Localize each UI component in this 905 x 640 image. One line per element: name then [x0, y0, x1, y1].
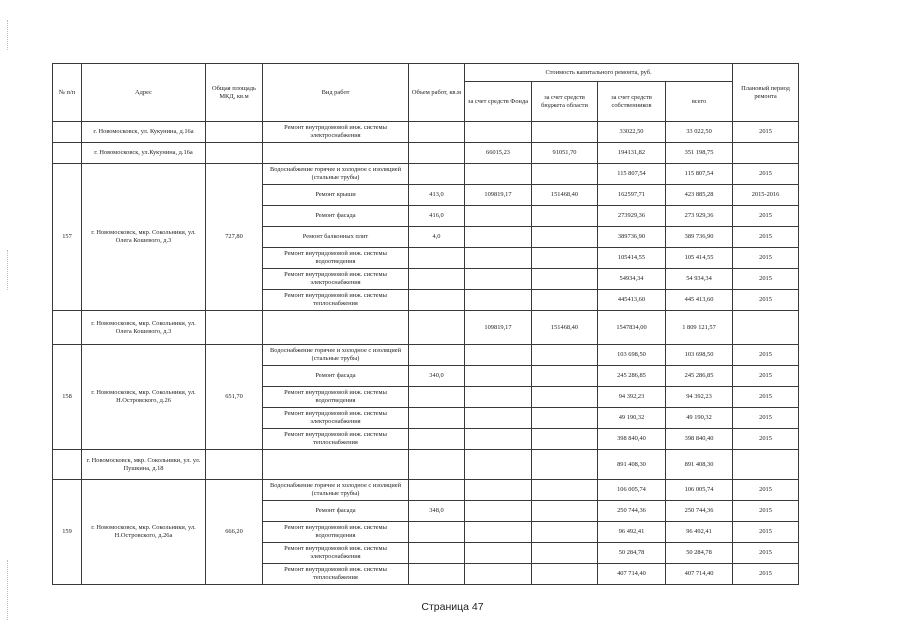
cell-work: Ремонт фасада	[263, 366, 409, 387]
cell-fund	[465, 227, 532, 248]
col-header-work: Вид работ	[263, 64, 409, 122]
cell-volume	[409, 311, 465, 345]
cell-total: 50 284,78	[666, 543, 733, 564]
cell-period: 2015	[733, 122, 799, 143]
cell-total: 94 392,23	[666, 387, 733, 408]
table-row	[53, 311, 799, 345]
col-header-total: всего	[666, 82, 733, 122]
cell-work: Ремонт фасада	[263, 206, 409, 227]
cell-total: 273 929,36	[666, 206, 733, 227]
cell-total: 389 736,90	[666, 227, 733, 248]
cell-fund	[465, 366, 532, 387]
cell-fund	[465, 564, 532, 585]
cell-own: 1547834,00	[598, 311, 666, 345]
cell-fund: 109819,17	[465, 311, 532, 345]
cell-own: 162597,71	[598, 185, 666, 206]
cell-volume	[409, 164, 465, 185]
table-row	[53, 450, 799, 480]
cell-region	[532, 227, 598, 248]
cell-region	[532, 480, 598, 501]
cell-volume	[409, 564, 465, 585]
cell-period: 2015	[733, 429, 799, 450]
cell-total: 54 934,34	[666, 269, 733, 290]
cell-area	[206, 143, 263, 164]
cell-period: 2015	[733, 206, 799, 227]
col-header-period: Плановый период ремонта	[733, 64, 799, 122]
cell-work	[263, 311, 409, 345]
cell-region	[532, 408, 598, 429]
cell-own: 250 744,36	[598, 501, 666, 522]
cell-fund	[465, 248, 532, 269]
cell-region	[532, 429, 598, 450]
cell-total: 103 698,50	[666, 345, 733, 366]
col-header-region: за счет средств бюджета области	[532, 82, 598, 122]
cell-total: 96 492,41	[666, 522, 733, 543]
cell-fund	[465, 480, 532, 501]
table-row	[53, 143, 799, 164]
margin-mark	[7, 250, 9, 290]
cell-fund	[465, 206, 532, 227]
cell-work: Ремонт внутридомовой инж. системы электроснабжения	[263, 269, 409, 290]
cell-fund	[465, 387, 532, 408]
cell-work: Ремонт внутридомовой инж. системы теплоснабжения	[263, 429, 409, 450]
cell-own: 245 286,85	[598, 366, 666, 387]
cell-period: 2015	[733, 480, 799, 501]
cell-own: 103 698,50	[598, 345, 666, 366]
col-header-area: Общая площадь МКД, кв.м	[206, 64, 263, 122]
cell-address: г. Новомосковск, ул. Кукунина, д.16а	[82, 122, 206, 143]
cell-work: Ремонт крыши	[263, 185, 409, 206]
cell-region	[532, 450, 598, 480]
cell-volume	[409, 248, 465, 269]
cell-volume	[409, 429, 465, 450]
cell-work	[263, 143, 409, 164]
cell-region	[532, 248, 598, 269]
cell-fund	[465, 345, 532, 366]
cell-fund	[465, 408, 532, 429]
cell-total: 250 744,36	[666, 501, 733, 522]
cell-total: 115 807,54	[666, 164, 733, 185]
cell-period	[733, 311, 799, 345]
cell-region	[532, 543, 598, 564]
cell-period: 2015	[733, 501, 799, 522]
cell-work: Ремонт внутридомовой инж. системы теплоснабжения	[263, 290, 409, 311]
cell-address: г. Новомосковск, мкр. Сокольники, ул. Олега Кошевого, д.3	[82, 164, 206, 311]
cell-num	[53, 143, 82, 164]
cell-period	[733, 450, 799, 480]
col-header-own: за счет средств собственников	[598, 82, 666, 122]
margin-mark	[7, 20, 9, 50]
cell-period: 2015	[733, 387, 799, 408]
cell-address: г. Новомосковск, ул.Кукунина, д.16а	[82, 143, 206, 164]
cell-volume	[409, 143, 465, 164]
cell-work: Ремонт внутридомовой инж. системы электроснабжения	[263, 122, 409, 143]
cell-total: 445 413,60	[666, 290, 733, 311]
cell-total: 106 005,74	[666, 480, 733, 501]
cell-region	[532, 345, 598, 366]
cell-fund	[465, 501, 532, 522]
cell-region	[532, 564, 598, 585]
table-row	[53, 164, 799, 185]
cell-volume	[409, 480, 465, 501]
cell-region	[532, 122, 598, 143]
cell-region	[532, 387, 598, 408]
cell-work: Ремонт внутридомовой инж. системы электроснабжения	[263, 408, 409, 429]
cell-own: 33022,50	[598, 122, 666, 143]
cell-volume: 413,0	[409, 185, 465, 206]
cell-period: 2015-2016	[733, 185, 799, 206]
cell-work: Ремонт внутридомовой инж. системы теплоснабжения	[263, 564, 409, 585]
cell-period: 2015	[733, 564, 799, 585]
cell-region	[532, 501, 598, 522]
cell-num	[53, 311, 82, 345]
cell-fund: 109819,17	[465, 185, 532, 206]
cell-volume: 348,0	[409, 501, 465, 522]
cell-total: 351 198,75	[666, 143, 733, 164]
cell-total: 49 190,32	[666, 408, 733, 429]
cell-total: 423 885,28	[666, 185, 733, 206]
cell-region	[532, 164, 598, 185]
cell-work: Ремонт балконных плит	[263, 227, 409, 248]
cell-total: 33 022,50	[666, 122, 733, 143]
cell-region: 91051,70	[532, 143, 598, 164]
cell-fund	[465, 269, 532, 290]
table-row	[53, 345, 799, 366]
cell-num: 159	[53, 480, 82, 585]
cell-volume: 4,0	[409, 227, 465, 248]
cell-own: 194131,82	[598, 143, 666, 164]
cell-volume	[409, 543, 465, 564]
cell-total: 891 408,30	[666, 450, 733, 480]
cell-own: 389736,90	[598, 227, 666, 248]
cell-volume	[409, 450, 465, 480]
cell-own: 115 807,54	[598, 164, 666, 185]
cell-address: г. Новомосковск, мкр. Сокольники, ул. ул. Пушкина, д.18	[82, 450, 206, 480]
cell-fund	[465, 122, 532, 143]
col-header-num: № п/п	[53, 64, 82, 122]
cell-own: 49 190,32	[598, 408, 666, 429]
cell-total: 398 840,40	[666, 429, 733, 450]
cell-num: 157	[53, 164, 82, 311]
cell-own: 96 492,41	[598, 522, 666, 543]
cell-volume: 340,0	[409, 366, 465, 387]
cell-area: 651,70	[206, 345, 263, 450]
cell-work: Водоснабжение горячее и холодное с изоляцией (стальные трубы)	[263, 164, 409, 185]
repair-table	[52, 63, 799, 585]
cell-total: 1 809 121,57	[666, 311, 733, 345]
cell-volume	[409, 345, 465, 366]
cell-region	[532, 522, 598, 543]
cell-region: 151468,40	[532, 311, 598, 345]
cell-period: 2015	[733, 290, 799, 311]
cell-fund	[465, 164, 532, 185]
cell-work: Водоснабжение горячее и холодное с изоляцией (стальные трубы)	[263, 480, 409, 501]
cell-area	[206, 311, 263, 345]
cell-volume	[409, 408, 465, 429]
cell-address: г. Новомосковск, мкр. Сокольники, ул. Н.Островского, д.26а	[82, 480, 206, 585]
cell-own: 445413,60	[598, 290, 666, 311]
cell-own: 54934,34	[598, 269, 666, 290]
cell-region	[532, 269, 598, 290]
cell-total: 245 286,85	[666, 366, 733, 387]
cell-work: Ремонт внутридомовой инж. системы водоотведения	[263, 248, 409, 269]
page-number: Страница 47	[421, 601, 484, 613]
cell-region	[532, 366, 598, 387]
table-row	[53, 480, 799, 501]
cell-address: г. Новомосковск, мкр. Сокольники, ул. Олега Кошевого, д.3	[82, 311, 206, 345]
cell-area	[206, 122, 263, 143]
cell-period: 2015	[733, 543, 799, 564]
table-row	[53, 122, 799, 143]
cell-area	[206, 450, 263, 480]
cell-total: 105 414,55	[666, 248, 733, 269]
cell-volume	[409, 387, 465, 408]
cell-own: 50 284,78	[598, 543, 666, 564]
cell-fund	[465, 290, 532, 311]
cell-fund	[465, 450, 532, 480]
cell-own: 105414,55	[598, 248, 666, 269]
cell-period: 2015	[733, 408, 799, 429]
cell-own: 94 392,23	[598, 387, 666, 408]
cell-period: 2015	[733, 227, 799, 248]
col-header-cost-group: Стоимость капитального ремонта, руб.	[465, 64, 733, 82]
cell-area: 727,80	[206, 164, 263, 311]
cell-work	[263, 450, 409, 480]
cell-period: 2015	[733, 366, 799, 387]
cell-volume	[409, 122, 465, 143]
cell-total: 407 714,40	[666, 564, 733, 585]
cell-work: Водоснабжение горячее и холодное с изоляцией (стальные трубы)	[263, 345, 409, 366]
cell-period: 2015	[733, 164, 799, 185]
cell-period	[733, 143, 799, 164]
col-header-fund: за счет средств Фонда	[465, 82, 532, 122]
cell-fund	[465, 543, 532, 564]
cell-volume: 416,0	[409, 206, 465, 227]
cell-fund	[465, 522, 532, 543]
cell-own: 407 714,40	[598, 564, 666, 585]
cell-fund: 66015,23	[465, 143, 532, 164]
cell-own: 273929,36	[598, 206, 666, 227]
cell-region: 151468,40	[532, 185, 598, 206]
cell-address: г. Новомосковск, мкр. Сокольники, ул. Н.Островского, д.26	[82, 345, 206, 450]
cell-region	[532, 290, 598, 311]
cell-num	[53, 450, 82, 480]
cell-period: 2015	[733, 269, 799, 290]
cell-region	[532, 206, 598, 227]
col-header-address: Адрес	[82, 64, 206, 122]
cell-own: 398 840,40	[598, 429, 666, 450]
cell-work: Ремонт фасада	[263, 501, 409, 522]
cell-volume	[409, 269, 465, 290]
cell-work: Ремонт внутридомовой инж. системы водоотведения	[263, 387, 409, 408]
cell-work: Ремонт внутридомовой инж. системы водоотведения	[263, 522, 409, 543]
cell-period: 2015	[733, 522, 799, 543]
cell-num: 158	[53, 345, 82, 450]
col-header-volume: Объем работ, кв.м	[409, 64, 465, 122]
cell-period: 2015	[733, 248, 799, 269]
cell-fund	[465, 429, 532, 450]
cell-area: 666,20	[206, 480, 263, 585]
cell-volume	[409, 290, 465, 311]
cell-own: 106 005,74	[598, 480, 666, 501]
cell-period: 2015	[733, 345, 799, 366]
cell-own: 891 408,30	[598, 450, 666, 480]
cell-volume	[409, 522, 465, 543]
cell-work: Ремонт внутридомовой инж. системы электроснабжения	[263, 543, 409, 564]
cell-num	[53, 122, 82, 143]
